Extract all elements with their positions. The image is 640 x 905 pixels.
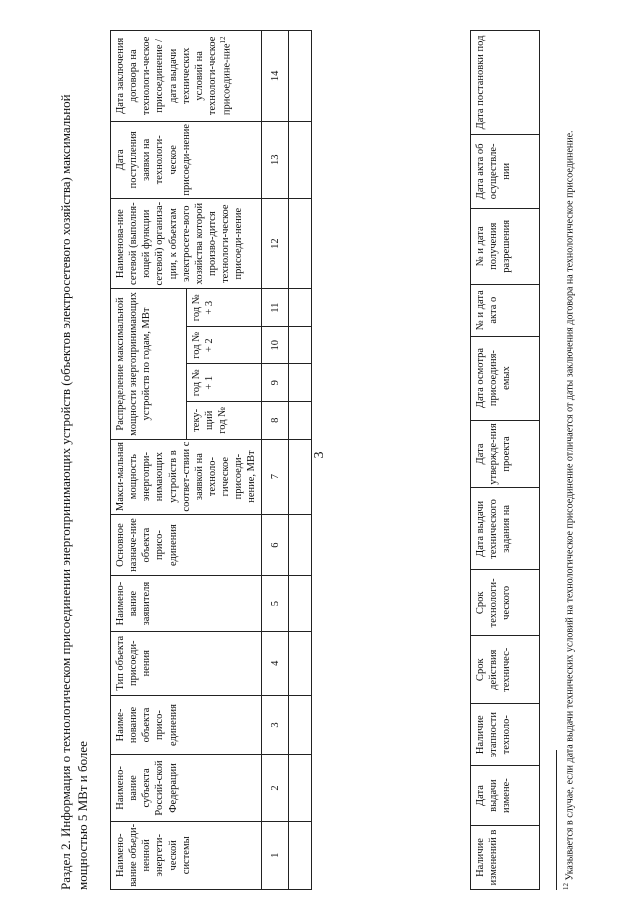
empty-cell [289, 402, 312, 440]
footnote-number: 12 [562, 883, 570, 890]
header-cell: Наимено-вание заявителя [111, 576, 262, 631]
empty-cell [289, 514, 312, 576]
empty-cell [289, 439, 312, 514]
header-cell: Дата акта об осуществле-нии [471, 134, 540, 208]
empty-cell [289, 198, 312, 289]
main-table [110, 30, 312, 890]
column-number: 3 [262, 695, 289, 755]
header-cell: Дата осмотра присоединя-емых [471, 336, 540, 420]
header-cell: Дата утвержде-ния проекта [471, 420, 540, 488]
footnote-text: Указывается в случае, если дата выдачи технических условий на технологическое присоединение отличается от даты заключения договора на технологическое присоединение. [564, 130, 576, 881]
subheader-cell: год № + 1 [186, 364, 262, 402]
empty-cell [289, 755, 312, 821]
empty-cell [289, 821, 312, 889]
rotated-page-content [58, 10, 618, 890]
column-number: 8 [262, 402, 289, 440]
page-number: 3 [312, 451, 327, 459]
header-row [111, 31, 187, 890]
footnote-divider [556, 750, 557, 890]
header-cell: Макси-мальная мощность энергопри-нимающих устройств в соответ-ствии с заявкой на техноло-гическое присоеди-нение, МВт [111, 439, 262, 514]
column-number: 4 [262, 631, 289, 695]
footnote [562, 30, 576, 890]
column-number: 1 [262, 821, 289, 889]
empty-cell [289, 121, 312, 198]
header-cell: Наиме-нование объекта присо-единения [111, 695, 262, 755]
header-cell: Дата выдачи технического задания на [471, 488, 540, 570]
header-cell: Дата постановки под [471, 31, 540, 135]
column-number: 13 [262, 121, 289, 198]
subheader-cell: теку-щий год № [186, 402, 262, 440]
header-cell: Основное назначе-ние объекта присо-единения [111, 514, 262, 576]
header-cell: Тип объекта присоеди-нения [111, 631, 262, 695]
column-number: 6 [262, 514, 289, 576]
empty-cell [289, 695, 312, 755]
subheader-cell: год № + 3 [186, 289, 262, 327]
empty-cell [289, 631, 312, 695]
header-cell: Дата выдачи измене- [471, 766, 540, 826]
header-cell: Наимено-вание объеди-ненной энергети-ческой системы [111, 821, 262, 889]
column-number: 12 [262, 198, 289, 289]
column-number: 11 [262, 289, 289, 327]
section-heading: Раздел 2. Информация о технологическом присоединении энергопринимающих устройств (объектов электросетевого хозяйства) максимальной мощностью 5 МВт и более [58, 94, 90, 890]
header-cell: Наличие изменений в [471, 826, 540, 890]
header-cell: Распределение максимальной мощности энергопринимающих устройств по годам, МВт [111, 289, 187, 439]
header-cell: Срок технологи-ческого [471, 570, 540, 636]
empty-cell [289, 576, 312, 631]
column-number: 7 [262, 439, 289, 514]
column-number: 2 [262, 755, 289, 821]
empty-cell [289, 326, 312, 364]
header-cell: Дата поступления заявки на технологи-ческое присоеди-нение [111, 121, 262, 198]
empty-cell [289, 289, 312, 327]
header-cell: Наличие этапности техноло- [471, 704, 540, 766]
continuation-table [470, 30, 540, 890]
column-number: 10 [262, 326, 289, 364]
header-text: Дата заключения договора на технологи-ческое присоединение / дата выдачи технических условий на технологи-ческое присоедине-ние [115, 36, 233, 116]
column-number-row [262, 31, 289, 890]
column-number: 5 [262, 576, 289, 631]
subheader-cell: год № + 2 [186, 326, 262, 364]
header-cell: № и дата получения разрешения [471, 208, 540, 284]
header-cell: № и дата акта о [471, 284, 540, 336]
continuation-header-row [471, 31, 540, 890]
empty-cell [289, 31, 312, 122]
column-number: 14 [262, 31, 289, 122]
empty-data-row [289, 31, 312, 890]
footnote-ref: 12 [219, 36, 227, 44]
header-cell [111, 31, 262, 122]
header-cell: Срок действия техничес- [471, 636, 540, 704]
header-cell: Наимено-вание субъекта Россий-ской Федерации [111, 755, 262, 821]
header-cell: Наименова-ние сетевой (выполня-ющей функции сетевой) организа-ции, к объектам электросете-вого хозяйства которой произво-дится технологи-ческое присоеди-нение [111, 198, 262, 289]
column-number: 9 [262, 364, 289, 402]
empty-cell [289, 364, 312, 402]
